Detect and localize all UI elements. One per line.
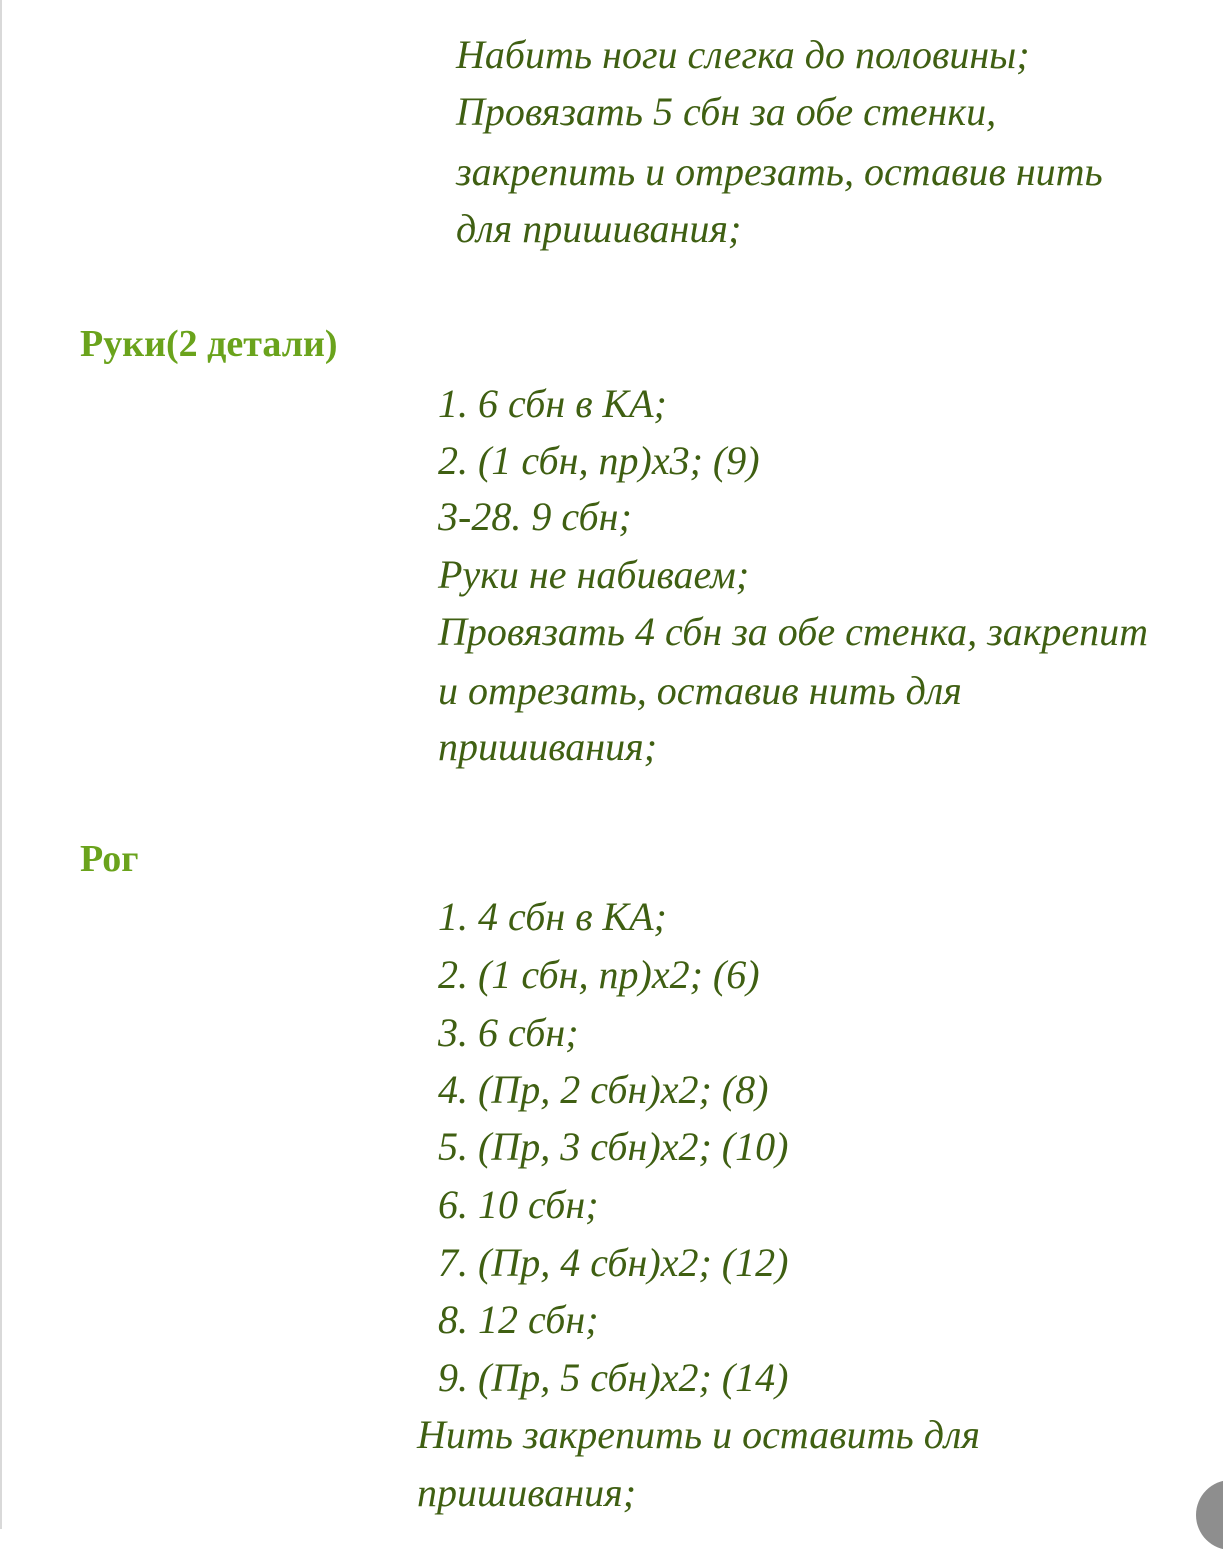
horn-finish: пришивания; <box>417 1470 637 1515</box>
horn-step: 1. 4 сбн в КА; <box>438 894 667 939</box>
horn-step: 3. 6 сбн; <box>438 1010 579 1055</box>
horn-step: 9. (Пр, 5 сбн)х2; (14) <box>438 1355 789 1400</box>
arms-step: 3-28. 9 сбн; <box>438 494 632 539</box>
arms-step: 1. 6 сбн в КА; <box>438 381 667 426</box>
horn-step: 6. 10 сбн; <box>438 1182 599 1227</box>
horn-heading: Рог <box>80 838 139 880</box>
horn-step: 5. (Пр, 3 сбн)х2; (10) <box>438 1124 789 1169</box>
arms-note: Провязать 4 сбн за обе стенка, закрепит <box>438 609 1149 654</box>
page-edge-divider <box>0 0 2 1529</box>
arms-heading: Руки(2 детали) <box>80 323 338 365</box>
arms-note: пришивания; <box>438 724 658 769</box>
intro-line: для пришивания; <box>456 206 742 251</box>
arms-note: и отрезать, оставив нить для <box>438 668 962 713</box>
scroll-to-top-button[interactable] <box>1196 1480 1223 1550</box>
intro-line: Провязать 5 сбн за обе стенки, <box>456 89 997 134</box>
horn-finish: Нить закрепить и оставить для <box>417 1412 980 1457</box>
arms-step: 2. (1 сбн, пр)х3; (9) <box>438 438 760 483</box>
horn-step: 2. (1 сбн, пр)х2; (6) <box>438 952 760 997</box>
horn-step: 4. (Пр, 2 сбн)х2; (8) <box>438 1067 769 1112</box>
arms-note: Руки не набиваем; <box>438 552 750 597</box>
intro-line: закрепить и отрезать, оставив нить <box>456 149 1103 194</box>
horn-step: 8. 12 сбн; <box>438 1297 599 1342</box>
intro-line: Набить ноги слегка до половины; <box>456 32 1030 77</box>
horn-step: 7. (Пр, 4 сбн)х2; (12) <box>438 1240 789 1285</box>
